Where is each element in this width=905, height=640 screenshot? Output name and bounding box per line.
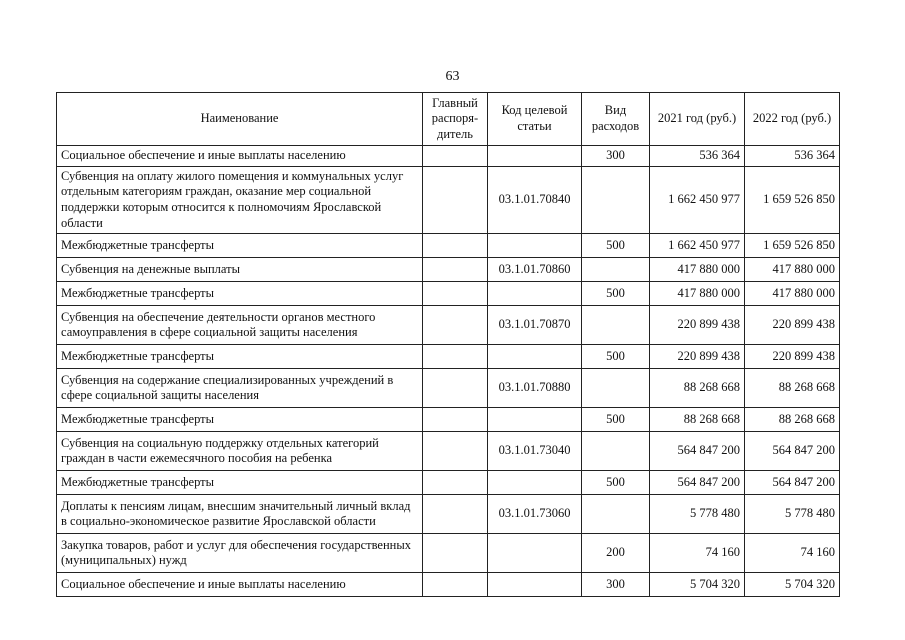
cell-2022: 5 704 320: [745, 573, 840, 597]
cell-glav: [423, 282, 488, 306]
cell-2022: 536 364: [745, 146, 840, 167]
cell-code: [488, 345, 582, 369]
table-row: [57, 282, 840, 306]
cell-code: 03.1.01.70860: [488, 258, 582, 282]
cell-2022: 88 268 668: [745, 408, 840, 432]
table-row: [57, 408, 840, 432]
cell-code: [488, 282, 582, 306]
cell-code: [488, 534, 582, 573]
header-2022: 2022 год (руб.): [745, 93, 840, 146]
cell-2021: 5 704 320: [650, 573, 745, 597]
cell-glav: [423, 345, 488, 369]
cell-2021: 88 268 668: [650, 369, 745, 408]
cell-code: [488, 471, 582, 495]
cell-2022: 564 847 200: [745, 432, 840, 471]
table-row: [57, 258, 840, 282]
table-row: [57, 495, 840, 534]
cell-2022: 5 778 480: [745, 495, 840, 534]
cell-code: 03.1.01.70870: [488, 306, 582, 345]
cell-2021: 417 880 000: [650, 282, 745, 306]
cell-2021: 88 268 668: [650, 408, 745, 432]
table-row: [57, 234, 840, 258]
page-number: 63: [445, 69, 460, 84]
table-row: [57, 534, 840, 573]
cell-2021: 1 662 450 977: [650, 234, 745, 258]
cell-name: Межбюджетные трансферты: [57, 345, 423, 369]
table-header-row: [57, 93, 840, 146]
header-vid: Вид расходов: [582, 93, 650, 146]
cell-code: 03.1.01.70880: [488, 369, 582, 408]
cell-vid: [582, 166, 650, 234]
cell-name: Субвенция на социальную поддержку отдельных категорий граждан в части ежемесячного пособия на ребенка: [57, 432, 423, 471]
cell-glav: [423, 369, 488, 408]
cell-vid: 500: [582, 471, 650, 495]
cell-vid: [582, 306, 650, 345]
cell-vid: [582, 258, 650, 282]
cell-2021: 5 778 480: [650, 495, 745, 534]
cell-name: Доплаты к пенсиям лицам, внесшим значительный личный вклад в социально-экономическое развитие Ярославской области: [57, 495, 423, 534]
cell-name: Субвенция на оплату жилого помещения и коммунальных услуг отдельным категориям граждан, оказание мер социальной поддержки которым относится к полномочиям Ярославской области: [57, 166, 423, 234]
cell-glav: [423, 146, 488, 167]
cell-code: 03.1.01.70840: [488, 166, 582, 234]
cell-code: [488, 573, 582, 597]
cell-name: Субвенция на содержание специализированных учреждений в сфере социальной защиты населения: [57, 369, 423, 408]
cell-2021: 564 847 200: [650, 432, 745, 471]
cell-2022: 417 880 000: [745, 258, 840, 282]
cell-vid: 500: [582, 234, 650, 258]
cell-2022: 220 899 438: [745, 306, 840, 345]
cell-vid: [582, 432, 650, 471]
cell-2022: 417 880 000: [745, 282, 840, 306]
cell-glav: [423, 495, 488, 534]
cell-glav: [423, 258, 488, 282]
cell-vid: 300: [582, 146, 650, 167]
cell-name: Межбюджетные трансферты: [57, 471, 423, 495]
cell-name: Субвенция на обеспечение деятельности органов местного самоуправления в сфере социальной защиты населения: [57, 306, 423, 345]
cell-vid: 500: [582, 282, 650, 306]
table-row: [57, 146, 840, 167]
cell-glav: [423, 534, 488, 573]
cell-name: Социальное обеспечение и иные выплаты населению: [57, 573, 423, 597]
header-glav: Главный распоря-дитель: [423, 93, 488, 146]
cell-glav: [423, 306, 488, 345]
cell-2022: 1 659 526 850: [745, 234, 840, 258]
cell-glav: [423, 408, 488, 432]
cell-2021: 1 662 450 977: [650, 166, 745, 234]
cell-name: Межбюджетные трансферты: [57, 408, 423, 432]
cell-vid: 300: [582, 573, 650, 597]
budget-table: [56, 92, 840, 597]
cell-2021: 564 847 200: [650, 471, 745, 495]
table-row: [57, 166, 840, 234]
cell-name: Межбюджетные трансферты: [57, 282, 423, 306]
cell-code: [488, 146, 582, 167]
cell-2021: 74 160: [650, 534, 745, 573]
header-name: Наименование: [57, 93, 423, 146]
cell-2022: 1 659 526 850: [745, 166, 840, 234]
cell-2022: 220 899 438: [745, 345, 840, 369]
cell-glav: [423, 573, 488, 597]
cell-2021: 536 364: [650, 146, 745, 167]
cell-code: 03.1.01.73040: [488, 432, 582, 471]
table-row: [57, 432, 840, 471]
cell-glav: [423, 471, 488, 495]
table-row: [57, 306, 840, 345]
cell-name: Закупка товаров, работ и услуг для обеспечения государственных (муниципальных) нужд: [57, 534, 423, 573]
cell-2021: 220 899 438: [650, 345, 745, 369]
table-row: [57, 369, 840, 408]
cell-2021: 417 880 000: [650, 258, 745, 282]
table-row: [57, 471, 840, 495]
cell-2021: 220 899 438: [650, 306, 745, 345]
cell-code: 03.1.01.73060: [488, 495, 582, 534]
cell-vid: 500: [582, 345, 650, 369]
header-code: Код целевой статьи: [488, 93, 582, 146]
cell-vid: [582, 495, 650, 534]
cell-vid: 500: [582, 408, 650, 432]
cell-name: Межбюджетные трансферты: [57, 234, 423, 258]
cell-name: Социальное обеспечение и иные выплаты населению: [57, 146, 423, 167]
cell-code: [488, 408, 582, 432]
header-2021: 2021 год (руб.): [650, 93, 745, 146]
cell-vid: 200: [582, 534, 650, 573]
cell-glav: [423, 166, 488, 234]
cell-2022: 564 847 200: [745, 471, 840, 495]
cell-2022: 74 160: [745, 534, 840, 573]
table-row: [57, 573, 840, 597]
cell-vid: [582, 369, 650, 408]
cell-name: Субвенция на денежные выплаты: [57, 258, 423, 282]
cell-code: [488, 234, 582, 258]
table-row: [57, 345, 840, 369]
cell-2022: 88 268 668: [745, 369, 840, 408]
cell-glav: [423, 432, 488, 471]
cell-glav: [423, 234, 488, 258]
